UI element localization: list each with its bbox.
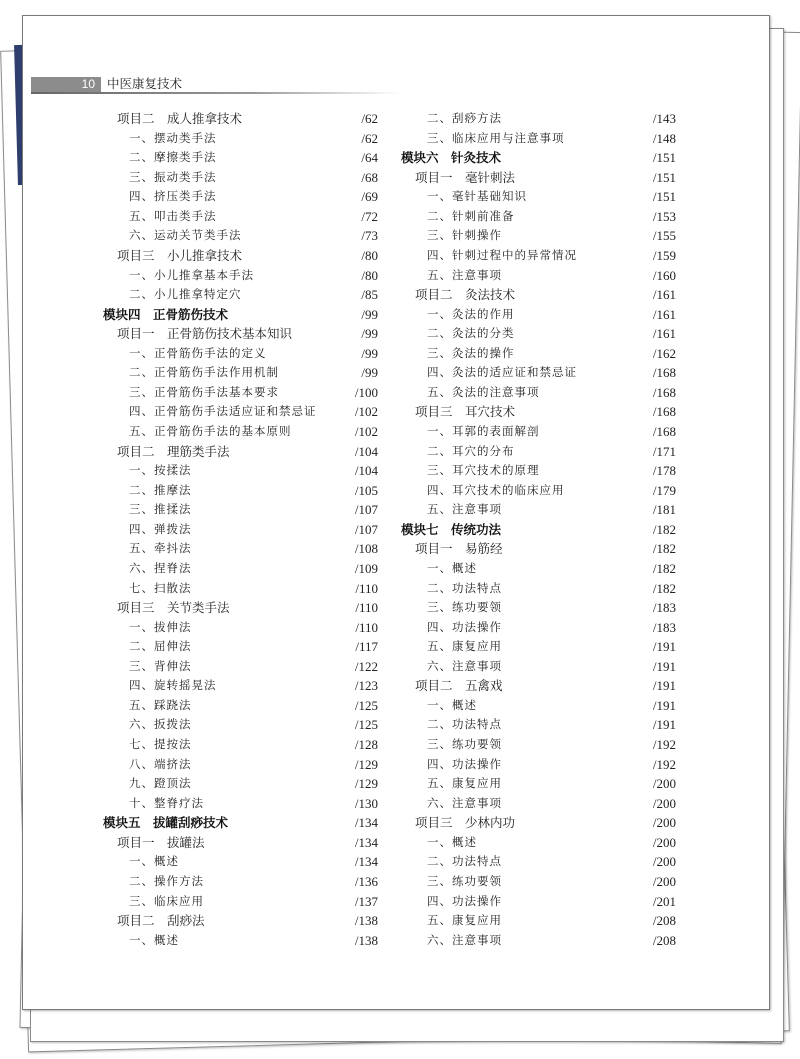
toc-entry-title: 三、正骨筋伤手法基本要求 <box>129 384 279 399</box>
toc-entry-item <box>391 833 676 853</box>
toc-entry-item <box>391 461 676 481</box>
toc-entry-item <box>391 618 676 638</box>
toc-entry-item <box>93 481 378 501</box>
toc-entry-item <box>93 500 378 520</box>
toc-entry-page: /99 <box>361 326 378 342</box>
toc-entry-title: 模块四 正骨筋伤技术 <box>103 306 229 322</box>
toc-entry-item <box>93 187 378 207</box>
toc-entry-page: /183 <box>652 600 676 616</box>
toc-entry-page: /161 <box>652 287 676 303</box>
toc-entry-page: /107 <box>354 521 378 537</box>
toc-entry-title: 一、概述 <box>129 854 179 869</box>
toc-entry-item <box>93 637 378 657</box>
toc-entry-page: /69 <box>361 189 378 205</box>
toc-entry-item <box>93 696 378 716</box>
toc-entry-title: 七、扫散法 <box>129 580 192 595</box>
toc-entry-page: /191 <box>652 697 676 713</box>
toc-entry-item <box>391 598 676 618</box>
toc-entry-item <box>93 559 378 579</box>
toc-entry-page: /208 <box>652 913 676 929</box>
toc-entry-title: 五、康复应用 <box>427 913 502 928</box>
toc-entry-item <box>93 794 378 814</box>
toc-entry-item <box>391 383 676 403</box>
toc-entry-page: /80 <box>361 247 378 263</box>
page-number: 10 <box>31 77 101 92</box>
toc-entry-item <box>93 383 378 403</box>
toc-entry-project <box>93 324 378 344</box>
toc-entry-title: 二、功法特点 <box>427 580 502 595</box>
toc-entry-title: 一、灸法的作用 <box>427 306 515 321</box>
toc-column-left <box>93 109 378 950</box>
toc-entry-item <box>93 755 378 775</box>
toc-entry-item <box>93 618 378 638</box>
toc-entry-page: /130 <box>354 795 378 811</box>
toc-entry-page: /200 <box>652 776 676 792</box>
toc-entry-project <box>391 285 676 305</box>
toc-entry-page: /110 <box>355 600 378 616</box>
toc-entry-title: 一、概述 <box>427 697 477 712</box>
toc-entry-title: 二、正骨筋伤手法作用机制 <box>129 365 279 380</box>
toc-entry-title: 项目二 灸法技术 <box>415 287 516 303</box>
toc-entry-page: /182 <box>652 541 676 557</box>
toc-entry-page: /138 <box>354 913 378 929</box>
toc-entry-title: 六、运动关节类手法 <box>129 228 242 243</box>
toc-entry-page: /200 <box>652 873 676 889</box>
toc-entry-page: /137 <box>354 893 378 909</box>
toc-entry-item <box>391 481 676 501</box>
toc-entry-item <box>93 148 378 168</box>
toc-entry-page: /191 <box>652 658 676 674</box>
toc-entry-item <box>93 168 378 188</box>
toc-entry-project <box>391 402 676 422</box>
toc-entry-item <box>93 931 378 951</box>
toc-entry-item <box>391 637 676 657</box>
toc-entry-item <box>93 226 378 246</box>
toc-entry-title: 二、灸法的分类 <box>427 326 515 341</box>
toc-entry-item <box>391 344 676 364</box>
toc-entry-title: 一、正骨筋伤手法的定义 <box>129 345 267 360</box>
toc-entry-page: /100 <box>354 384 378 400</box>
toc-entry-page: /134 <box>354 834 378 850</box>
toc-entry-item <box>391 246 676 266</box>
toc-entry-title: 五、康复应用 <box>427 639 502 654</box>
toc-entry-page: /162 <box>652 345 676 361</box>
toc-entry-title: 八、端挤法 <box>129 756 192 771</box>
toc-entry-page: /208 <box>652 932 676 948</box>
toc-entry-title: 三、练功要领 <box>427 600 502 615</box>
toc-entry-page: /125 <box>354 717 378 733</box>
toc-entry-title: 项目二 成人推拿技术 <box>117 111 243 126</box>
toc-entry-item <box>93 207 378 227</box>
toc-entry-item <box>391 324 676 344</box>
toc-entry-page: /191 <box>652 639 676 655</box>
toc-entry-page: /143 <box>652 111 676 126</box>
toc-entry-title: 项目一 易筋经 <box>415 541 503 557</box>
toc-entry-page: /108 <box>354 541 378 557</box>
toc-entry-title: 六、捏脊法 <box>129 560 192 575</box>
toc-entry-page: /122 <box>354 658 378 674</box>
toc-entry-page: /109 <box>354 560 378 576</box>
toc-entry-page: /138 <box>354 932 378 948</box>
toc-entry-item <box>93 363 378 383</box>
toc-entry-title: 六、注意事项 <box>427 932 502 947</box>
running-header-title: 中医康复技术 <box>107 77 183 91</box>
toc-entry-title: 模块五 拔罐刮痧技术 <box>103 815 229 831</box>
toc-entry-page: /99 <box>361 345 378 361</box>
toc-entry-title: 二、功法特点 <box>427 717 502 732</box>
toc-entry-title: 四、旋转摇晃法 <box>129 678 217 693</box>
toc-entry-page: /200 <box>652 795 676 811</box>
toc-entry-title: 一、摆动类手法 <box>129 130 217 145</box>
toc-entry-page: /168 <box>652 404 676 420</box>
toc-entry-title: 项目二 理筋类手法 <box>117 443 230 459</box>
toc-entry-page: /181 <box>652 502 676 518</box>
toc-entry-item <box>391 363 676 383</box>
book-page <box>22 15 770 1010</box>
toc-entry-item <box>391 735 676 755</box>
toc-entry-title: 三、振动类手法 <box>129 169 217 184</box>
toc-entry-page: /105 <box>354 482 378 498</box>
toc-entry-item <box>93 872 378 892</box>
toc-entry-page: /168 <box>652 365 676 381</box>
toc-entry-item <box>93 422 378 442</box>
toc-entry-page: /168 <box>652 384 676 400</box>
toc-entry-title: 项目三 关节类手法 <box>117 600 230 616</box>
toc-entry-item <box>93 129 378 149</box>
toc-entry-page: /183 <box>652 619 676 635</box>
toc-entry-page: /104 <box>354 443 378 459</box>
toc-entry-title: 五、叩击类手法 <box>129 208 217 223</box>
toc-entry-title: 五、康复应用 <box>427 776 502 791</box>
toc-entry-project <box>391 539 676 559</box>
toc-entry-page: /155 <box>652 228 676 244</box>
toc-entry-title: 二、摩擦类手法 <box>129 150 217 165</box>
toc-entry-page: /102 <box>354 404 378 420</box>
toc-entry-title: 三、耳穴技术的原理 <box>427 463 540 478</box>
toc-entry-page: /128 <box>354 737 378 752</box>
toc-entry-page: /153 <box>652 208 676 224</box>
toc-entry-page: /182 <box>652 560 676 576</box>
toc-entry-title: 五、牵抖法 <box>129 541 192 556</box>
toc-entry-page: /160 <box>652 267 676 283</box>
toc-entry-title: 三、灸法的操作 <box>427 345 515 360</box>
toc-entry-project <box>93 833 378 853</box>
toc-entry-project <box>93 109 378 129</box>
toc-entry-item <box>391 911 676 931</box>
toc-entry-item <box>391 500 676 520</box>
toc-column-right <box>391 109 676 950</box>
toc-entry-title: 模块七 传统功法 <box>401 521 502 537</box>
toc-entry-module <box>93 813 378 833</box>
toc-entry-title: 七、提按法 <box>129 737 192 751</box>
toc-entry-title: 五、注意事项 <box>427 267 502 282</box>
toc-entry-page: /171 <box>652 443 676 459</box>
toc-entry-page: /110 <box>355 580 378 596</box>
toc-entry-page: /104 <box>354 463 378 479</box>
toc-entry-item <box>391 442 676 462</box>
toc-entry-page: /182 <box>652 580 676 596</box>
toc-entry-item <box>391 266 676 286</box>
toc-entry-page: /72 <box>361 208 378 224</box>
toc-entry-module <box>93 305 378 325</box>
toc-entry-title: 项目三 耳穴技术 <box>415 404 516 420</box>
toc-entry-page: /134 <box>354 815 378 831</box>
toc-entry-item <box>391 109 676 129</box>
toc-entry-title: 一、概述 <box>427 834 477 849</box>
toc-entry-item <box>93 774 378 794</box>
toc-entry-item <box>391 872 676 892</box>
toc-entry-page: /161 <box>652 326 676 342</box>
toc-entry-title: 三、针刺操作 <box>427 228 502 243</box>
toc-entry-title: 一、概述 <box>129 932 179 947</box>
toc-entry-page: /85 <box>361 287 378 303</box>
toc-entry-item <box>391 852 676 872</box>
toc-entry-title: 项目三 小儿推拿技术 <box>117 247 243 263</box>
toc-entry-page: /125 <box>354 697 378 713</box>
toc-entry-page: /182 <box>652 521 676 537</box>
toc-entry-title: 四、灸法的适应证和禁忌证 <box>427 365 577 380</box>
toc-entry-page: /110 <box>355 619 378 635</box>
toc-entry-item <box>93 579 378 599</box>
toc-entry-item <box>93 735 378 755</box>
toc-entry-title: 六、注意事项 <box>427 795 502 810</box>
toc-entry-item <box>93 852 378 872</box>
toc-entry-title: 项目一 拔罐法 <box>117 834 205 850</box>
toc-entry-item <box>391 892 676 912</box>
toc-entry-item <box>93 285 378 305</box>
toc-entry-title: 二、屈伸法 <box>129 639 192 654</box>
toc-entry-page: /151 <box>652 169 676 185</box>
toc-entry-title: 三、背伸法 <box>129 658 192 673</box>
toc-entry-page: /161 <box>652 306 676 322</box>
toc-entry-item <box>391 794 676 814</box>
toc-entry-title: 二、小儿推拿特定穴 <box>129 287 242 302</box>
toc-entry-page: /192 <box>652 756 676 772</box>
toc-entry-page: /151 <box>652 150 676 166</box>
toc-entry-item <box>391 579 676 599</box>
toc-entry-title: 四、功法操作 <box>427 619 502 634</box>
toc-entry-item <box>391 129 676 149</box>
toc-entry-page: /129 <box>354 756 378 772</box>
toc-entry-title: 模块六 针灸技术 <box>401 150 502 166</box>
toc-entry-page: /64 <box>361 150 378 166</box>
toc-entry-title: 二、针刺前准备 <box>427 208 515 223</box>
toc-entry-title: 项目二 五禽戏 <box>415 678 503 694</box>
toc-entry-title: 二、功法特点 <box>427 854 502 869</box>
toc-entry-project <box>93 246 378 266</box>
toc-entry-title: 一、拔伸法 <box>129 619 192 634</box>
toc-entry-item <box>391 226 676 246</box>
toc-entry-item <box>391 559 676 579</box>
toc-entry-title: 项目一 毫针刺法 <box>415 169 516 185</box>
toc-entry-title: 三、临床应用与注意事项 <box>427 130 565 145</box>
toc-entry-title: 三、临床应用 <box>129 893 204 908</box>
toc-entry-title: 三、练功要领 <box>427 873 502 888</box>
toc-entry-project <box>93 598 378 618</box>
toc-entry-page: /99 <box>361 365 378 381</box>
toc-entry-page: /191 <box>652 717 676 733</box>
toc-entry-title: 三、练功要领 <box>427 737 502 751</box>
toc-entry-item <box>93 266 378 286</box>
toc-entry-title: 四、正骨筋伤手法适应证和禁忌证 <box>129 404 317 419</box>
toc-entry-item <box>391 696 676 716</box>
toc-entry-item <box>391 422 676 442</box>
toc-entry-item <box>93 539 378 559</box>
toc-entry-title: 四、耳穴技术的临床应用 <box>427 482 565 497</box>
toc-entry-module <box>391 148 676 168</box>
toc-entry-title: 十、整脊疗法 <box>129 795 204 810</box>
toc-entry-project <box>391 813 676 833</box>
toc-entry-page: /107 <box>354 502 378 518</box>
toc-entry-item <box>93 657 378 677</box>
toc-entry-title: 五、灸法的注意事项 <box>427 384 540 399</box>
toc-entry-page: /151 <box>652 189 676 205</box>
toc-entry-title: 一、概述 <box>427 560 477 575</box>
header-rule <box>31 92 401 94</box>
toc-entry-item <box>93 676 378 696</box>
toc-entry-title: 四、针刺过程中的异常情况 <box>427 247 577 262</box>
toc-entry-page: /99 <box>361 306 378 322</box>
toc-entry-title: 项目一 正骨筋伤技术基本知识 <box>117 326 293 342</box>
toc-entry-item <box>391 931 676 951</box>
toc-entry-page: /68 <box>361 169 378 185</box>
toc-entry-title: 项目二 刮痧法 <box>117 913 205 929</box>
toc-entry-page: /200 <box>652 834 676 850</box>
toc-entry-title: 一、小儿推拿基本手法 <box>129 267 254 282</box>
toc-entry-item <box>93 892 378 912</box>
toc-entry-page: /159 <box>652 247 676 263</box>
toc-entry-page: /136 <box>354 873 378 889</box>
toc-entry-page: /192 <box>652 737 676 752</box>
toc-entry-title: 项目三 少林内功 <box>415 815 516 831</box>
toc-entry-title: 五、踩跷法 <box>129 697 192 712</box>
toc-entry-title: 二、推摩法 <box>129 482 192 497</box>
toc-entry-page: /80 <box>361 267 378 283</box>
toc-entry-title: 二、耳穴的分布 <box>427 443 515 458</box>
toc-entry-item <box>93 461 378 481</box>
toc-entry-title: 三、推揉法 <box>129 502 192 517</box>
toc-entry-page: /168 <box>652 424 676 439</box>
toc-entry-page: /191 <box>652 678 676 694</box>
toc-entry-project <box>391 676 676 696</box>
toc-entry-page: /178 <box>652 463 676 479</box>
toc-entry-title: 四、弹拨法 <box>129 521 192 536</box>
toc-entry-title: 二、操作方法 <box>129 873 204 888</box>
toc-entry-page: /62 <box>361 130 378 146</box>
toc-entry-item <box>391 305 676 325</box>
toc-entry-title: 一、按揉法 <box>129 463 192 478</box>
toc-entry-item <box>391 657 676 677</box>
toc-entry-page: /148 <box>652 130 676 146</box>
toc-entry-item <box>93 402 378 422</box>
toc-entry-page: /62 <box>361 111 378 126</box>
toc-entry-page: /102 <box>354 424 378 439</box>
toc-entry-item <box>391 755 676 775</box>
toc-entry-page: /179 <box>652 482 676 498</box>
toc-entry-title: 四、功法操作 <box>427 893 502 908</box>
toc-entry-page: /73 <box>361 228 378 244</box>
toc-entry-item <box>93 520 378 540</box>
toc-entry-title: 一、毫针基础知识 <box>427 189 527 204</box>
toc-entry-page: /200 <box>652 815 676 831</box>
toc-entry-project <box>93 911 378 931</box>
toc-entry-title: 四、挤压类手法 <box>129 189 217 204</box>
toc-entry-page: /200 <box>652 854 676 870</box>
toc-entry-title: 一、耳郭的表面解剖 <box>427 424 540 438</box>
toc-entry-module <box>391 520 676 540</box>
toc-entry-project <box>391 168 676 188</box>
toc-entry-project <box>93 442 378 462</box>
toc-entry-page: /123 <box>354 678 378 694</box>
toc-entry-page: /129 <box>354 776 378 792</box>
toc-entry-page: /117 <box>355 639 378 655</box>
toc-entry-title: 六、扳拨法 <box>129 717 192 732</box>
toc-entry-title: 五、正骨筋伤手法的基本原则 <box>129 424 292 438</box>
toc-entry-title: 五、注意事项 <box>427 502 502 517</box>
toc-entry-title: 九、蹬顶法 <box>129 776 192 791</box>
toc-entry-item <box>391 187 676 207</box>
toc-entry-title: 二、刮痧方法 <box>427 111 502 125</box>
toc-entry-title: 四、功法操作 <box>427 756 502 771</box>
toc-entry-title: 六、注意事项 <box>427 658 502 673</box>
toc-entry-page: /134 <box>354 854 378 870</box>
toc-entry-page: /201 <box>652 893 676 909</box>
toc-entry-item <box>93 715 378 735</box>
toc-entry-item <box>391 715 676 735</box>
toc-entry-item <box>391 207 676 227</box>
toc-entry-item <box>93 344 378 364</box>
toc-entry-item <box>391 774 676 794</box>
